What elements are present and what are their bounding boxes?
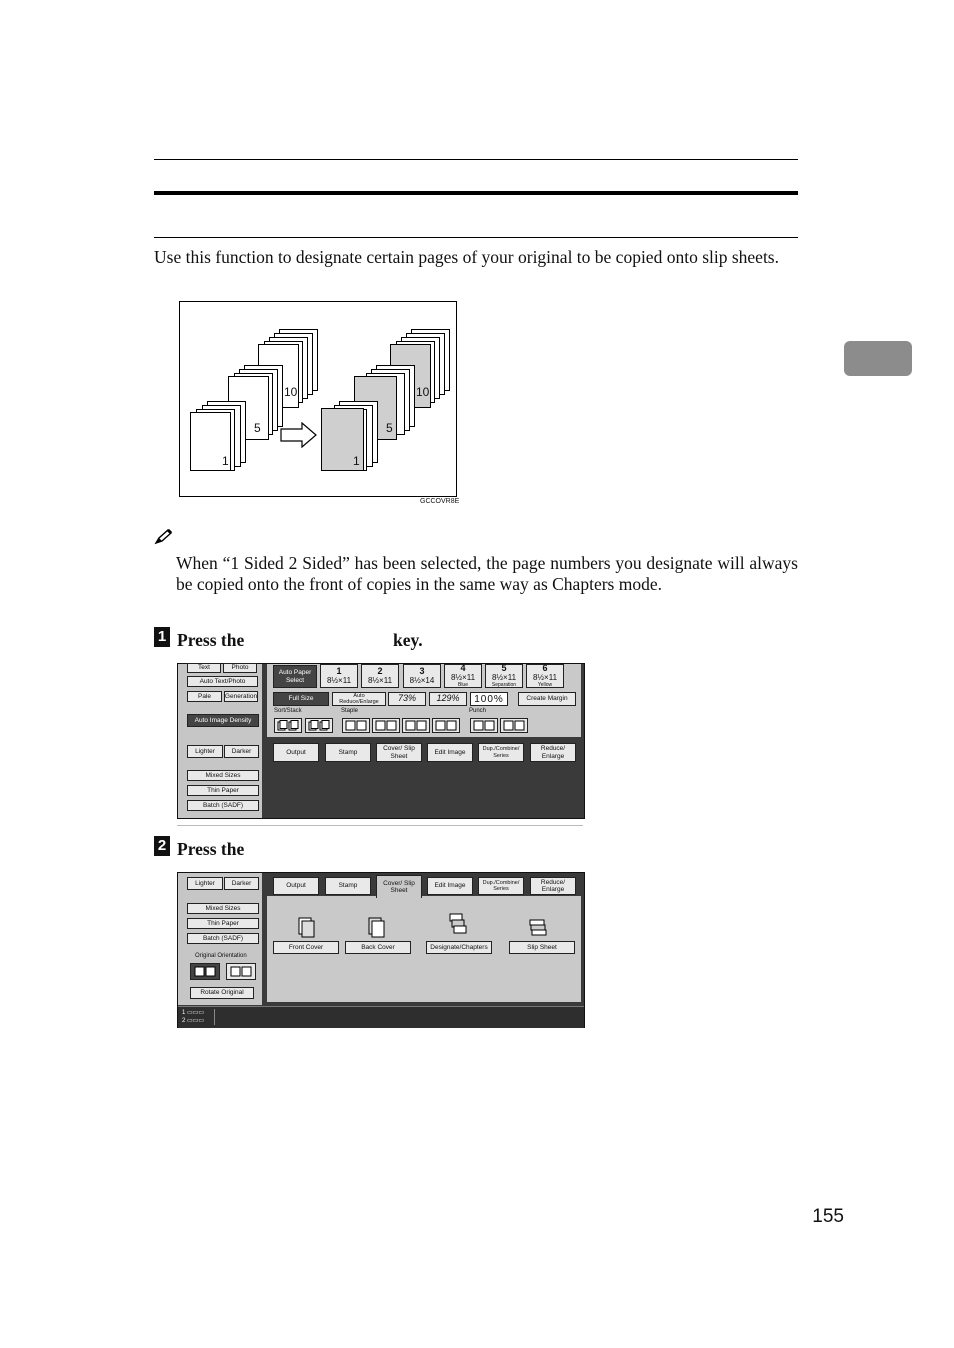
punch-label: Punch: [469, 708, 487, 714]
tray-4-number: 4: [460, 662, 466, 673]
tray-5-sub: Separation: [491, 681, 517, 688]
tray-2-button[interactable]: [361, 664, 399, 688]
figure-label-5-left: 5: [254, 421, 261, 435]
orientation-portrait-icon: [194, 966, 216, 977]
tab-dup-combine-series[interactable]: Dup./Combine/ Series: [478, 743, 524, 762]
designate-chapters-button[interactable]: Designate/Chapters: [426, 941, 492, 954]
staple-icon: [345, 720, 367, 731]
tab-cover-slip-sheet[interactable]: Cover/ Slip Sheet: [376, 743, 422, 762]
step-1-badge: 1: [154, 627, 170, 647]
staple-icon: [435, 720, 457, 731]
slip-sheet-figure: [179, 301, 457, 497]
tray-2-number: 2: [377, 665, 383, 676]
auto-image-density-button[interactable]: Auto Image Density: [187, 714, 259, 727]
status-line-1: 1: [182, 1010, 186, 1016]
batch-sadf-button[interactable]: Batch (SADF): [187, 800, 259, 811]
tray-6-sub: Yellow: [537, 681, 553, 688]
tray-5-button[interactable]: [485, 664, 523, 688]
copier-panel-cover: [177, 872, 585, 1028]
front-cover-icon: [296, 916, 316, 938]
punch-top-button[interactable]: [500, 718, 528, 733]
slip-sheet-button[interactable]: Slip Sheet: [509, 941, 575, 954]
status-bar: [178, 1006, 584, 1028]
figure-label-10-right: 10: [416, 385, 430, 399]
ratio-129-button[interactable]: 129%: [429, 692, 467, 706]
tray-6-number: 6: [542, 662, 548, 673]
tray-6-size: 8½×11: [532, 672, 558, 682]
lighter-label: Lighter: [195, 879, 215, 887]
tray-3-number: 3: [419, 665, 425, 676]
slip-sheet-icon: [528, 916, 548, 938]
punch-left-button[interactable]: [470, 718, 498, 733]
lighter-label: Lighter: [195, 747, 215, 755]
header-thin-rule: [154, 159, 798, 160]
chapter-tab: [844, 341, 912, 376]
designate-chapters-icon: [448, 913, 468, 935]
step-2-badge: 2: [154, 836, 170, 856]
tab-reduce-enlarge[interactable]: Reduce/ Enlarge: [530, 877, 576, 895]
auto-text-photo-button[interactable]: Auto Text/Photo: [187, 676, 258, 687]
pale-button[interactable]: Pale: [187, 691, 222, 702]
status-indicator: 1 ▭▭▭ 2 ▭▭▭: [182, 1009, 215, 1025]
staple-top-button[interactable]: [372, 718, 400, 733]
staple-icon: [375, 720, 397, 731]
figure-label-5-right: 5: [386, 421, 393, 435]
tab-cover-slip-sheet[interactable]: Cover/ Slip Sheet: [376, 875, 422, 898]
back-cover-icon: [366, 916, 386, 938]
text-mode-button[interactable]: Text: [187, 663, 221, 673]
tray-4-sub: Blue: [457, 681, 468, 688]
lighter-button[interactable]: [187, 877, 223, 890]
orientation-landscape-icon: [230, 966, 252, 977]
darker-label: Darker: [231, 879, 252, 887]
full-size-button[interactable]: Full Size: [273, 692, 329, 706]
ratio-display: 100%: [470, 692, 508, 706]
step-1-key: key.: [393, 630, 423, 650]
mixed-sizes-button[interactable]: Mixed Sizes: [187, 903, 259, 914]
figure-label-1-left: 1: [222, 454, 229, 468]
page-number: 155: [812, 1206, 844, 1227]
tray-6-button[interactable]: [526, 664, 564, 688]
batch-sadf-button[interactable]: Batch (SADF): [187, 933, 259, 944]
arrow-icon: [280, 422, 318, 448]
tray-5-size: 8½×11: [491, 672, 517, 682]
mixed-sizes-button[interactable]: Mixed Sizes: [187, 770, 259, 781]
sort-icon: [277, 720, 299, 731]
tray-5-number: 5: [501, 662, 507, 673]
tray-3-size: 8½×14: [409, 675, 435, 685]
panel1-underline: [177, 825, 583, 826]
staple-label: Staple: [341, 708, 359, 714]
ratio-73-button[interactable]: 73%: [388, 692, 426, 706]
tray-4-size: 8½×11: [450, 672, 476, 682]
tab-dup-combine-series[interactable]: Dup./Combine/ Series: [478, 877, 524, 895]
orientation-portrait-button[interactable]: [190, 963, 220, 980]
sort-stack-label: Sort/Stack: [274, 708, 302, 714]
auto-reduce-enlarge-button[interactable]: Auto Reduce/Enlarge: [332, 692, 386, 706]
original-orientation-label: Original Orientation: [195, 953, 247, 959]
tab-stamp[interactable]: Stamp: [325, 743, 371, 762]
thin-paper-button[interactable]: Thin Paper: [187, 785, 259, 796]
punch-icon: [473, 720, 495, 731]
note-text: When “1 Sided 2 Sided” has been selected, the page numbers you designate will always be copied onto the front of copies in the same way as Chapters mode.: [176, 553, 798, 594]
tray-1-size: 8½×11: [326, 675, 352, 685]
create-margin-button[interactable]: Create Margin: [518, 692, 576, 706]
header-thick-rule: [154, 191, 798, 195]
figure-label-1-right: 1: [353, 454, 360, 468]
step-2-text: Press the: [177, 839, 245, 859]
punch-icon: [503, 720, 525, 731]
stack-button[interactable]: [305, 718, 333, 733]
tab-stamp[interactable]: Stamp: [325, 877, 371, 895]
darker-button[interactable]: [224, 877, 259, 890]
stack-icon: [308, 720, 330, 731]
tab-edit-image[interactable]: Edit Image: [427, 743, 473, 762]
tray-3-button[interactable]: [403, 664, 441, 688]
thin-paper-button[interactable]: Thin Paper: [187, 918, 259, 929]
tray-1-number: 1: [336, 665, 342, 676]
tray-2-size: 8½×11: [367, 675, 393, 685]
back-cover-button[interactable]: Back Cover: [345, 941, 411, 954]
front-cover-button[interactable]: Front Cover: [273, 941, 339, 954]
figure-label-10-left: 10: [284, 385, 298, 399]
generation-button[interactable]: Generation: [224, 691, 258, 702]
rotate-original-button[interactable]: Rotate Original: [190, 987, 254, 999]
pencil-note-icon: [154, 528, 174, 546]
darker-button[interactable]: [224, 745, 259, 758]
tab-edit-image[interactable]: Edit Image: [427, 877, 473, 895]
darker-label: Darker: [231, 747, 252, 755]
step-1-text: Press the: [177, 630, 245, 650]
photo-mode-button[interactable]: Photo: [223, 663, 257, 673]
tab-output[interactable]: Output: [273, 877, 319, 895]
orientation-landscape-button[interactable]: [226, 963, 256, 980]
lighter-button[interactable]: [187, 745, 223, 758]
sort-button[interactable]: [274, 718, 302, 733]
tab-output[interactable]: Output: [273, 743, 319, 762]
staple-center-button[interactable]: [432, 718, 460, 733]
tab-reduce-enlarge[interactable]: Reduce/ Enlarge: [530, 743, 576, 762]
copier-panel-main: [177, 663, 585, 819]
staple-double-button[interactable]: [402, 718, 430, 733]
staple-icon: [405, 720, 427, 731]
tray-4-button[interactable]: [444, 664, 482, 688]
staple-top-left-button[interactable]: [342, 718, 370, 733]
status-line-2: 2: [182, 1018, 186, 1024]
tray-1-button[interactable]: [320, 664, 358, 688]
section-rule: [154, 237, 798, 238]
figure-code: GCCOVR8E: [420, 498, 460, 505]
intro-paragraph: Use this function to designate certain pages of your original to be copied onto slip sheets.: [154, 247, 779, 267]
auto-paper-select-button[interactable]: Auto Paper Select: [273, 665, 317, 688]
